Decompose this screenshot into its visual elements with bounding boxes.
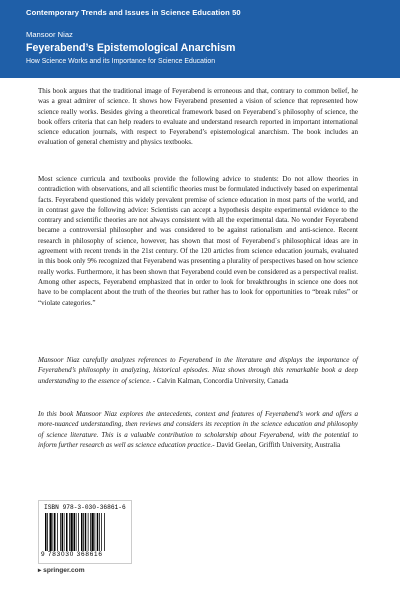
author-name: Mansoor Niaz xyxy=(26,30,73,39)
barcode-digits: 9 783030 368616 xyxy=(41,551,103,558)
review-quote-2 xyxy=(38,409,358,450)
barcode-bar xyxy=(74,513,76,551)
description-paragraph-2: Most science curricula and textbooks provide the following advice to students: Do not allow theories in contradiction with observations, and all scientific theories must be formulated inductively based on experimental facts. Feyerabend questioned this widely prevalent premise of science education in most parts of the world, and in contrast gave the following advice: Scientists can accept a hypothesis despite experimental evidence to the contrary and scientific theories are not always consistent with all the experimental data. No wonder Feyerabend became a controversial philosopher and was considered to be against rationalism and anti-science. Recent research in philosophy of science, however, has shown that most of Feyerabend´s philosophical ideas are in agreement with recent trends in the 21st century. Of the 120 articles from science education journals, evaluated in this book only 9% recognized that Feyerabend was presenting a plurality of perspectives based on how science really works. Furthermore, it has been shown that Feyerabend could even be considered as a perspectival realist. Among other aspects, Feyerabend emphasized that in order to look for breakthroughs in science one does not have to be complacent about the truth of the theories but rather has to look for opportunities to “break rules” or “violate categories.” xyxy=(38,175,358,307)
barcode-bar xyxy=(85,513,87,551)
publisher-link xyxy=(38,566,85,574)
isbn-label: ISBN 978-3-030-36861-6 xyxy=(44,504,126,511)
barcode-bar xyxy=(64,513,65,551)
barcode-bar xyxy=(99,513,100,551)
barcode-bar xyxy=(45,513,47,551)
barcode-bar xyxy=(97,513,99,551)
barcode-bar xyxy=(47,513,48,551)
review-quote-2-text: In this book Mansoor Niaz explores the antecedents, context and features of Feyerabend’s work and offers a more-nuanced understanding, then reviews and considers its reception in the science education and philosophy of science literature. This is a valuable contribution to scholarship about Feyerabend, with the potential to inform further research as well as science education practice. xyxy=(38,410,358,449)
barcode-bar xyxy=(69,513,70,551)
publisher-url: springer.com xyxy=(43,567,85,574)
series-title: Contemporary Trends and Issues in Science Education 50 xyxy=(26,8,241,17)
review-quote-1 xyxy=(38,355,358,386)
barcode-bar xyxy=(66,513,68,551)
barcode-bar xyxy=(53,513,54,551)
book-title: Feyerabend’s Epistemological Anarchism xyxy=(26,42,236,54)
review-quote-1-attribution: - Calvin Kalman, Concordia University, Canada xyxy=(151,376,289,385)
barcode-bar xyxy=(50,513,52,551)
review-quote-1-text: Mansoor Niaz carefully analyzes references to Feyerabend in the literature and displays the importance of Feyerabend’s philosophy in analyzing, historical episodes. Niaz shows through this remarkable book a deep understanding to the essence of science. xyxy=(38,356,358,385)
barcode-graphic xyxy=(45,513,125,551)
barcode-bar xyxy=(62,513,64,551)
barcode-bar xyxy=(101,513,102,551)
barcode-bar xyxy=(83,513,84,551)
barcode-bar xyxy=(88,513,89,551)
barcode-bar xyxy=(95,513,96,551)
barcode-bar xyxy=(104,513,105,551)
barcode-bar xyxy=(90,513,91,551)
barcode-bar xyxy=(57,513,58,551)
publisher-bullet: ▸ xyxy=(38,567,44,574)
description-paragraph-1: This book argues that the traditional image of Feyerabend is erroneous and that, contrary to common belief, he was a great admirer of science. It shows how Feyerabend presented a vision of science that represented how science really works. Besides giving a theoretical framework based on Feyerabend´s philosophy of science, the book offers criteria that can help readers to evaluate and understand research reported in important international science education journals, with respect to Feyerabend’s epistemological anarchism. The book includes an evaluation of general chemistry and physics textbooks. xyxy=(38,87,358,147)
cover-header xyxy=(0,0,400,78)
barcode-bar xyxy=(76,513,77,551)
barcode-bar xyxy=(54,513,56,551)
barcode-bar xyxy=(78,513,79,551)
barcode-bar xyxy=(71,513,73,551)
barcode-bar xyxy=(92,513,94,551)
isbn-barcode xyxy=(38,500,132,564)
review-quote-2-attribution: - David Geelan, Griffith University, Australia xyxy=(212,440,341,449)
barcode-bar xyxy=(60,513,61,551)
book-subtitle: How Science Works and its Importance for Science Education xyxy=(26,58,216,65)
barcode-bar xyxy=(81,513,83,551)
